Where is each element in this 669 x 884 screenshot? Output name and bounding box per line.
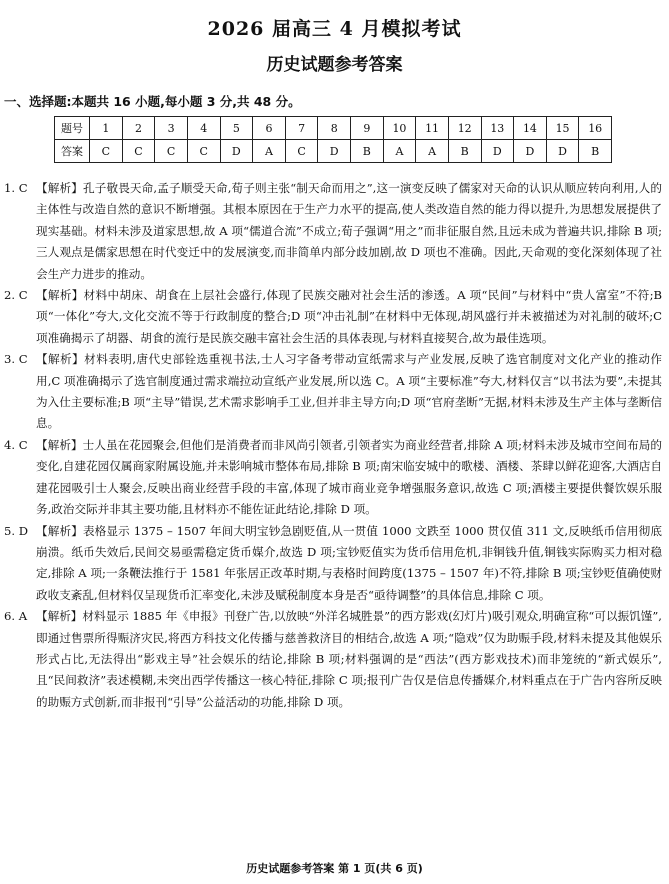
explanation-list [4,178,662,713]
question-number: 12 [448,117,481,140]
question-number: 9 [351,117,384,140]
question-number: 8 [318,117,351,140]
answer-cell: D [546,140,579,163]
question-number: 1 [90,117,123,140]
explanation-item [4,178,662,285]
answer-cell: D [481,140,514,163]
answer-cell: D [318,140,351,163]
item-text: 【解析】材料表明,唐代史部铨选重视书法,士人习字备考带动宣纸需求与产业发展,反映了选官制度对文化产业的推动作用,C 项准确揭示了选官制度通过需求端拉动宣纸产业发展,所以选 C。A 项“主要标准”夸大,材料仅言“以书法为要”,未提其为入仕主要标准;B 项“主导”错误,艺术需求影响手工业,但并非主导方向;D 项“官府垄断”无据,材料未涉及生产主体与垄断信息。 [36,352,662,431]
answer-key-subtitle: 历史试题参考答案 [266,55,403,75]
item-number: 1. C [4,181,28,195]
answer-row [55,140,612,163]
answer-cell: D [514,140,547,163]
question-number: 13 [481,117,514,140]
answer-cell: A [383,140,416,163]
explanation-item [4,606,662,713]
question-number: 16 [579,117,612,140]
answer-cell: C [285,140,318,163]
row-label-numbers: 题号 [55,117,90,140]
item-number: 5. D [4,523,29,538]
answer-cell: C [122,140,155,163]
item-number: 6. A [4,609,28,624]
answer-cell: C [90,140,123,163]
item-text: 【解析】孔子敬畏天命,孟子顺受天命,荀子则主张“制天命而用之”,这一演变反映了儒家对天命的认识从顺应转向利用,人的主体性与改造自然的意识不断增强。其根本原因在于生产力水平的提高,使人类改造自然的能力得以提升,为思想发展提供了现实基础。材料未涉及道家思想,故 A 项“儒道合流”不成立;荀子强调“用之”而非征服自然,且远未成为普遍共识,排除 B 项;三人观点是儒家思想在时代变迁中的发展演变,而非简单内部分歧加剧,故 D 项也不准确。因此,天命观的变化深刻体现了社会生产力进步的推动。 [36,181,662,281]
answer-cell: A [416,140,449,163]
answer-table [54,116,612,163]
exam-title: 2026 届高三 4 月模拟考试 [207,18,462,40]
item-text: 【解析】材料中胡床、胡食在上层社会盛行,体现了民族交融对社会生活的渗透。A 项“民间”与材料中“贵人富室”不符;B 项“一体化”夸大,文化交流不等于行政制度的整合;D 项“冲击礼制”在材料中无体现,胡风盛行并未被描述为对礼制的破坏;C 项准确揭示了胡器、胡食的流行是民族交融丰富社会生活的具体表现,与材料直接契合,故为最佳选项。 [36,288,662,345]
question-number-row [55,117,612,140]
answer-cell: B [579,140,612,163]
question-number: 7 [285,117,318,140]
question-number: 3 [155,117,188,140]
item-number: 3. C [4,352,28,367]
answer-cell: B [351,140,384,163]
explanation-item [4,349,662,435]
explanation-item [4,285,662,349]
answer-cell: C [187,140,220,163]
answer-cell: B [448,140,481,163]
item-number: 4. C [4,437,28,452]
question-number: 2 [122,117,155,140]
question-number: 11 [416,117,449,140]
question-number: 4 [187,117,220,140]
question-number: 15 [546,117,579,140]
answer-cell: D [220,140,253,163]
answer-cell: C [155,140,188,163]
question-number: 5 [220,117,253,140]
explanation-item [4,435,662,521]
section-heading: 一、选择题:本题共 16 小题,每小题 3 分,共 48 分。 [4,94,301,109]
question-number: 14 [514,117,547,140]
row-label-answers: 答案 [55,140,90,163]
item-text: 【解析】士人虽在花园聚会,但他们是消费者而非风尚引领者,引领者实为商业经营者,排除 A 项;材料未涉及城市空间布局的变化,自建花园仅属商家附属设施,并未影响城市整体布局,排除 B 项;南宋临安城中的歌楼、酒楼、茶肆以鲜花迎客,大酒店自建花园吸引士人聚会,反映出商业经营手段的丰富,体现了城市商业竞争增强服务意识,故选 C 项;酒楼主要提供餐饮娱乐服务,政治交际并非其主要功能,且材料亦不能佐证此结论,排除 D 项。 [36,437,662,517]
answer-cell: A [253,140,286,163]
page-footer: 历史试题参考答案 第 1 页(共 6 页) [246,862,423,875]
question-number: 10 [383,117,416,140]
item-number: 2. C [4,288,28,303]
item-text: 【解析】表格显示 1375 – 1507 年间大明宝钞急剧贬值,从一贯值 1000 文跌至 1000 贯仅值 311 文,反映纸币信用彻底崩溃。纸币失效后,民间交易亟需稳定货币媒介,故选 D 项;宝钞贬值实为货币信用危机,非铜钱升值,铜钱实际购买力相对稳定,排除 A 项;一条鞭法推行于 1581 年张居正改革时期,与表格时间跨度(1375 – 1507 年)不符,排除 B 项;宝钞贬值确使财政收支紊乱,但材料仅呈现货币汇率变化,未涉及赋税制度本身是否“亟待调整”的具体信息,排除 C 项。 [36,523,662,602]
item-text: 【解析】材料显示 1885 年《申报》刊登广告,以放映“外洋名城胜景”的西方影戏(幻灯片)吸引观众,明确宣称“可以振饥馑”,即通过售票所得赈济灾民,将西方科技文化传播与慈善救济目的相结合,故选 A 项;“隐戏”仅为助赈手段,材料未提及其他娱乐形式占比,无法得出“影戏主导”社会娱乐的结论,排除 B 项;材料强调的是“西法”(西方影戏技术)而非笼统的“新式娱乐”,且“民间救济”表述模糊,未突出西学传播这一核心特征,排除 C 项;报刊广告仅是信息传播媒介,材料重点在于广告内容所反映的助赈方式创新,而非报刊“引导”公益活动的功能,排除 D 项。 [36,609,662,709]
question-number: 6 [253,117,286,140]
explanation-item [4,521,662,607]
